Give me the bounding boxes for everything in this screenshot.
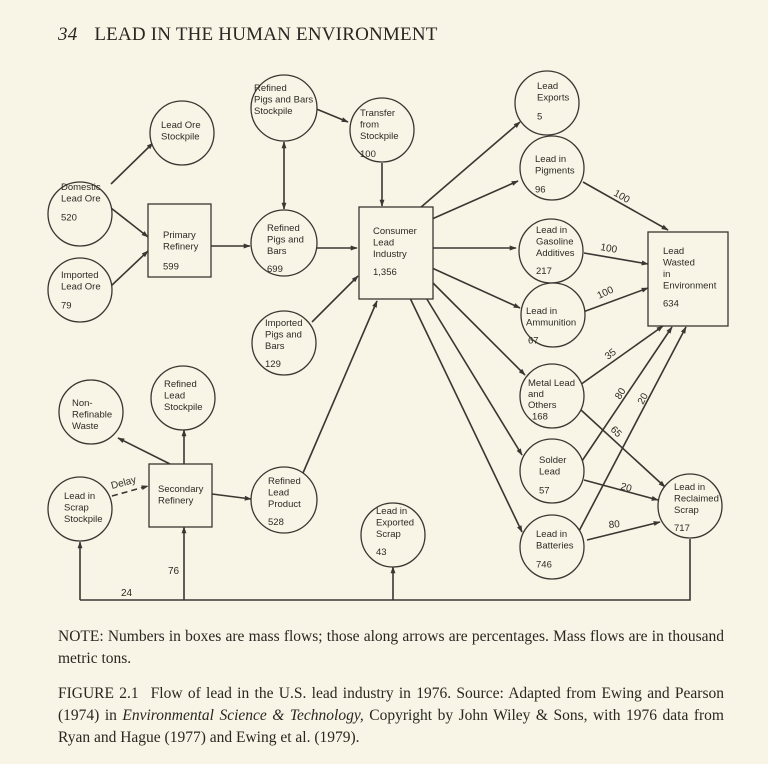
svg-text:LeadExports5: Lead Exports 5 (537, 81, 570, 123)
arrow-imported-ore-to-primary (111, 251, 148, 286)
page-number: 34 (58, 24, 78, 45)
arrow-metal-to-reclaimed (581, 410, 665, 487)
edge-label-to-scrap-stockpile: 24 (121, 588, 133, 599)
edge-label-delay: Delay (109, 474, 138, 492)
svg-text:Lead OreStockpile: Lead Ore Stockpile (161, 120, 201, 143)
svg-text:Metal LeadandOthers168: Metal Lead and Others 168 (528, 378, 576, 423)
svg-text:Lead inGasolineAdditives217: Lead in Gasoline Additives 217 (536, 225, 575, 277)
edge-label-solder-reclaimed: 20 (619, 481, 633, 495)
svg-text:ImportedLead Ore79: Imported Lead Ore 79 (61, 270, 101, 312)
arrow-batteries-to-reclaimed (587, 522, 660, 540)
svg-text:RefinedLeadStockpile: Refined Lead Stockpile (164, 379, 203, 413)
svg-text:Lead inPigments96: Lead in Pigments 96 (535, 154, 575, 196)
svg-text:Non-RefinableWaste: Non-Refinable Waste (72, 398, 113, 432)
edge-label-pigments-wasted: 100 (611, 188, 632, 206)
edge-label-metal-reclaimed: 65 (607, 424, 624, 440)
svg-text:RefinedLeadProduct528: Refined Lead Product 528 (268, 476, 301, 528)
svg-text:ConsumerLeadIndustry1,356: Consumer Lead Industry 1,356 (373, 226, 417, 278)
node-lead-wasted-in-environment[interactable] (648, 232, 728, 326)
edge-label-ammunition-wasted: 100 (595, 284, 616, 302)
arrow-imported-pigs-to-consumer (312, 276, 358, 322)
caption-text-after: Copyright by John Wiley & Sons, with 1976 data from Ryan and Hague (1977) and Ewing et al. (1979). (58, 707, 724, 746)
arrow-consumer-to-batteries (410, 298, 522, 532)
edge-label-to-secondary: 76 (168, 566, 180, 577)
arrow-pigs-stockpile-to-transfer (314, 108, 348, 122)
svg-text:Lead inScrapStockpile: Lead in Scrap Stockpile (64, 491, 103, 525)
arrow-secondary-to-nonrefinable (118, 438, 170, 464)
svg-text:RefinedPigs andBars699: Refined Pigs and Bars 699 (267, 223, 304, 275)
svg-text:ImportedPigs andBars129: Imported Pigs and Bars 129 (265, 318, 303, 370)
arrow-consumer-to-ammunition (432, 268, 520, 308)
edge-label-batteries-wasted: 20 (635, 391, 651, 407)
svg-text:Lead inReclaimedScrap717: Lead in Reclaimed Scrap 717 (674, 482, 719, 534)
arrow-domestic-to-ore-stockpile (111, 143, 153, 184)
svg-text:SolderLead57: Solder Lead 57 (539, 455, 567, 497)
svg-text:LeadWastedinEnvironment634: Lead Wasted in Environment 634 (663, 246, 717, 310)
edge-label-solder-wasted: 80 (613, 386, 629, 402)
caption-journal: Environmental Science & Technology, (122, 707, 364, 724)
running-title: LEAD IN THE HUMAN ENVIRONMENT (94, 24, 438, 45)
svg-text:PrimaryRefinery599: Primary Refinery 599 (163, 230, 199, 273)
edge-label-gasoline-wasted: 100 (599, 242, 618, 256)
svg-text:SecondaryRefinery: Secondary Refinery (158, 484, 204, 507)
figure-note: NOTE: Numbers in boxes are mass flows; those along arrows are percentages. Mass flows are in thousand metric tons. (58, 628, 724, 667)
svg-text:Lead inExportedScrap43: Lead in Exported Scrap 43 (376, 506, 415, 558)
arrow-refined-product-to-consumer (303, 301, 377, 473)
arrow-consumer-to-exports (420, 122, 520, 208)
figure-number: FIGURE 2.1 (58, 685, 139, 702)
edge-label-batteries-reclaimed: 80 (608, 519, 621, 531)
arrow-ammunition-to-wasted (583, 288, 648, 312)
figure-caption (58, 683, 724, 749)
svg-text:Lead inAmmunition67: Lead in Ammunition 67 (526, 306, 577, 347)
svg-text:Lead inBatteries746: Lead in Batteries 746 (536, 529, 574, 571)
svg-text:DomesticLead Ore520: Domestic Lead Ore 520 (61, 182, 101, 224)
arrow-consumer-to-metal-lead (432, 282, 525, 375)
arrow-pigments-to-wasted (583, 182, 668, 230)
arrow-secondary-to-refined-product (212, 494, 251, 499)
arrow-domestic-to-primary (111, 208, 148, 237)
arrow-metal-to-wasted (580, 326, 663, 385)
edge-label-metal-wasted: 35 (603, 346, 619, 363)
caption-text-before: Flow of lead in the U.S. lead industry in 1976. Source: Adapted from Ewing and Pearson (1974) in (58, 685, 724, 724)
svg-text:TransferfromStockpile100: Transfer from Stockpile 100 (360, 108, 399, 160)
svg-text:RefinedPigs and BarsStockpile: Refined Pigs and Bars Stockpile (254, 83, 314, 117)
